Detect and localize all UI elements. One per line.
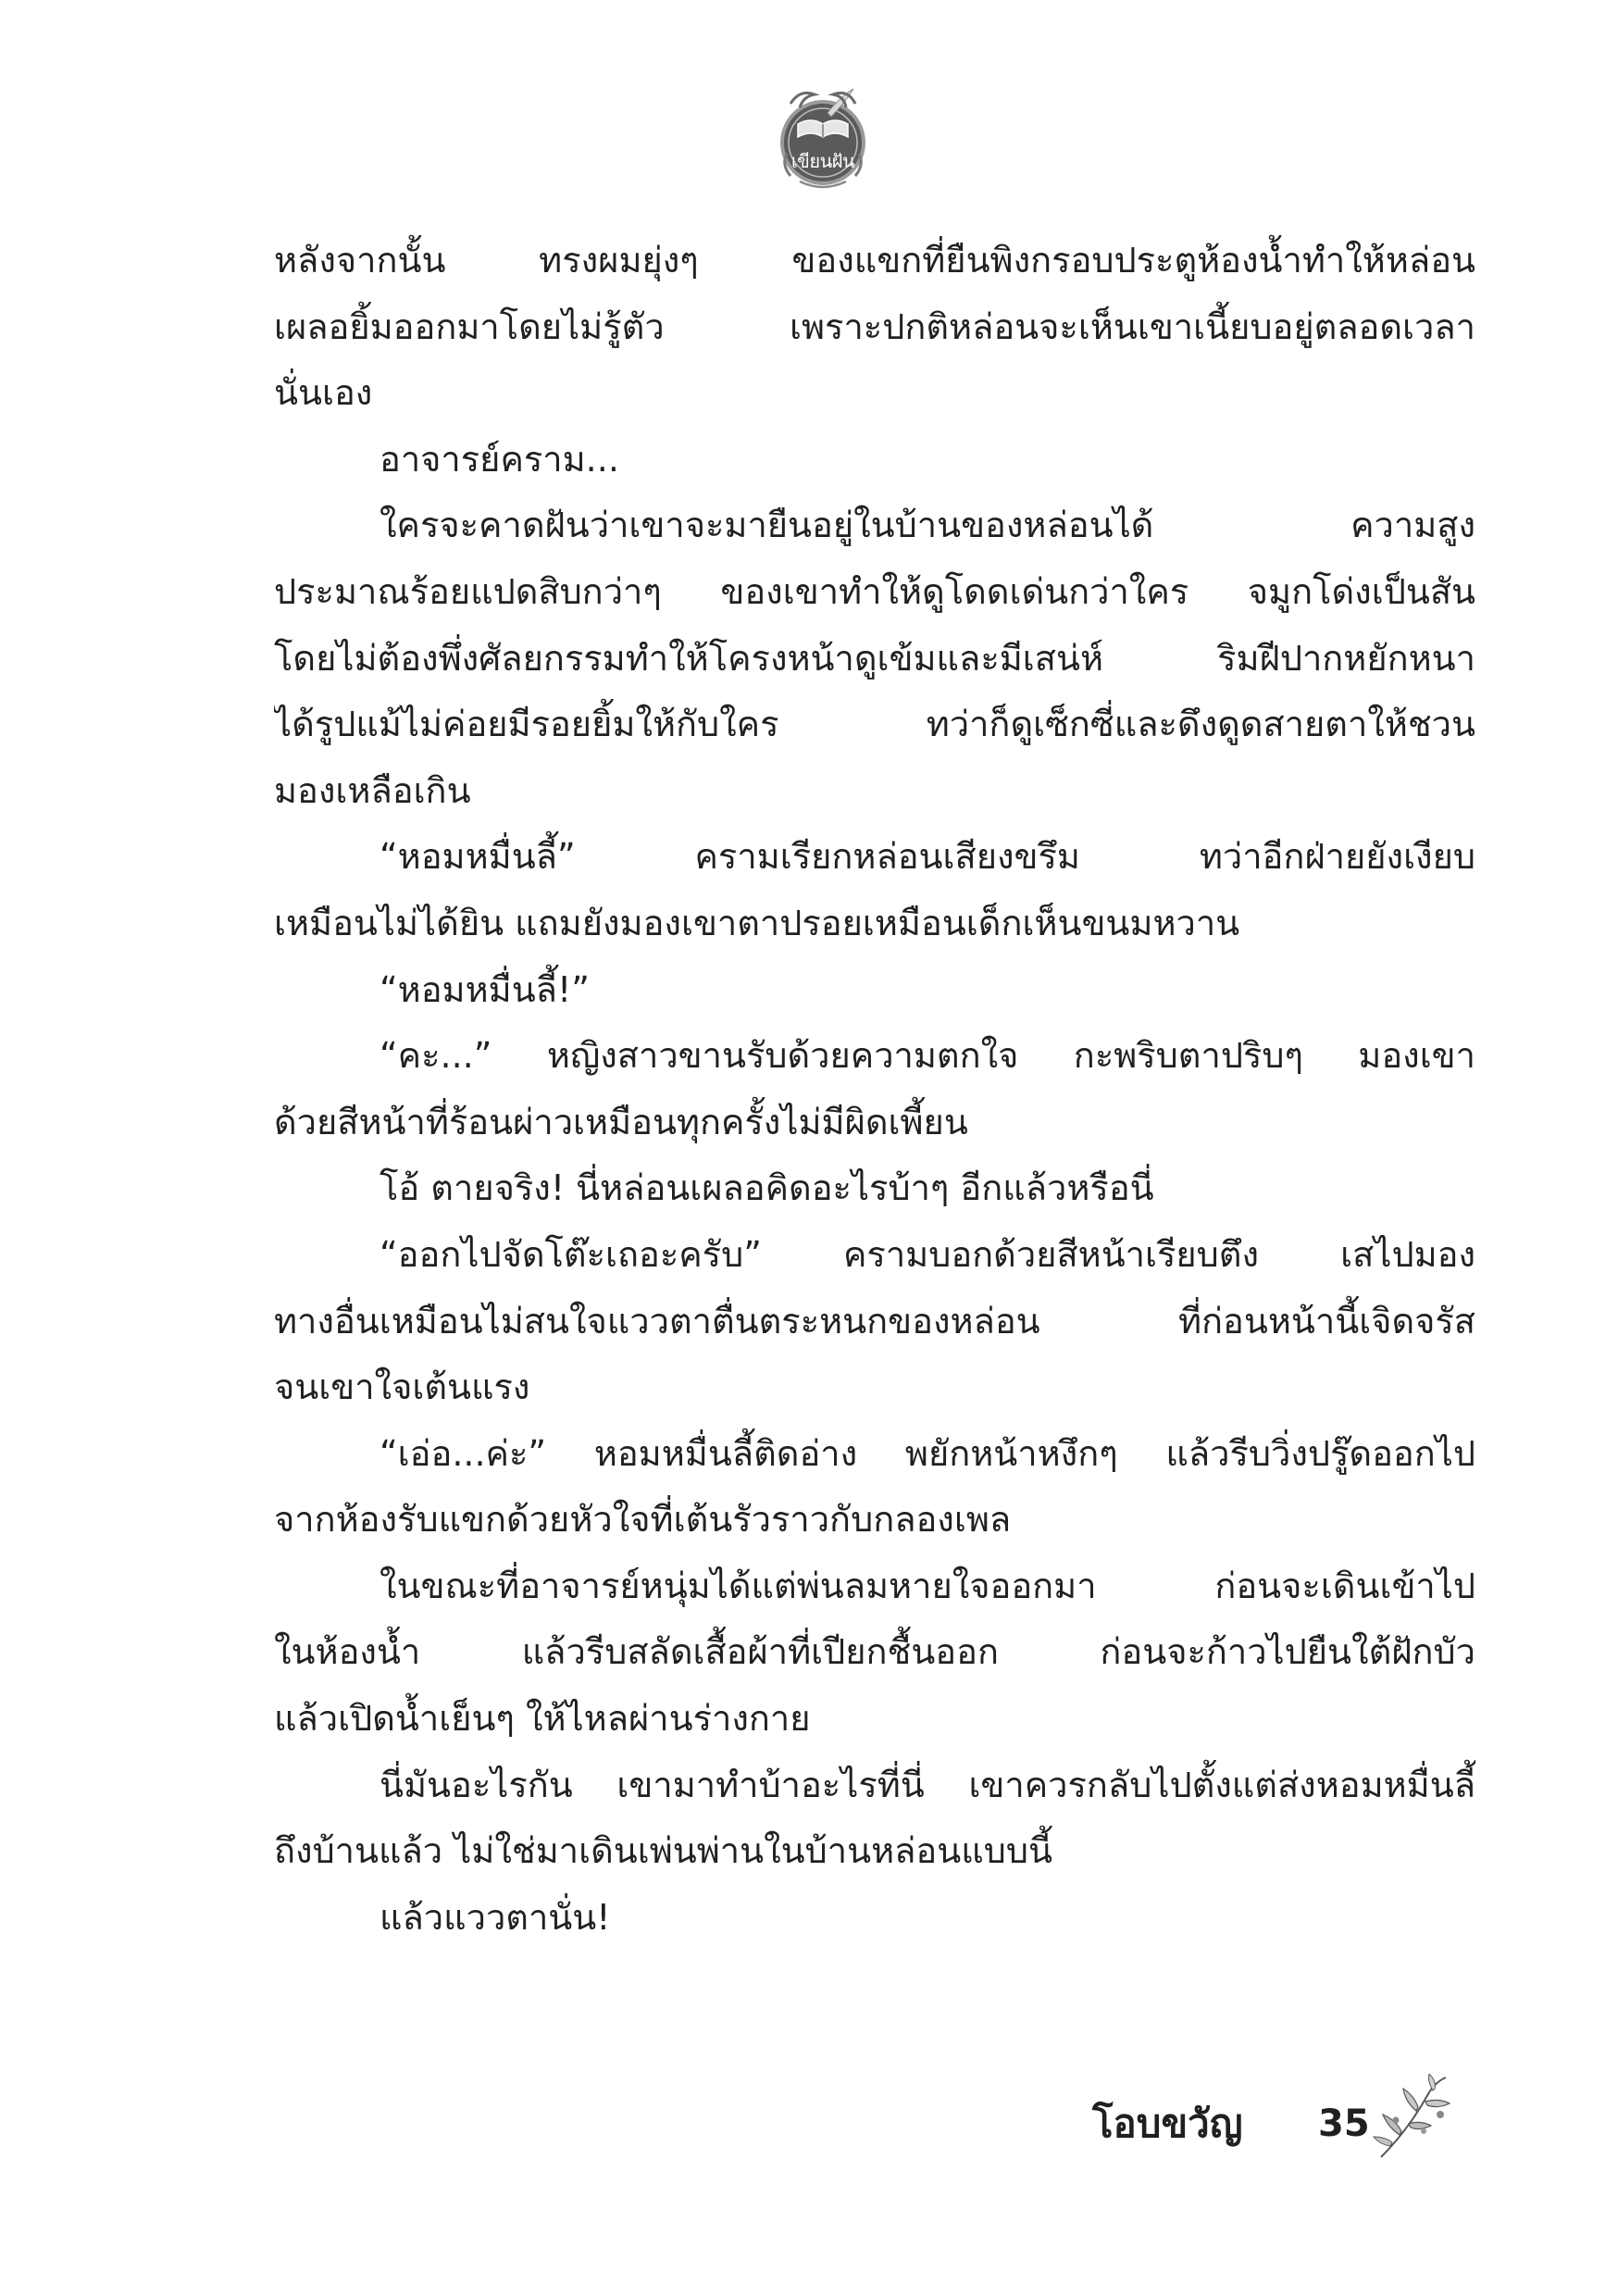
text-line: ในห้องน้ำ แล้วรีบสลัดเสื้อผ้าที่เปียกชื้นออก ก่อนจะก้าวไปยืนใต้ฝักบัว bbox=[274, 1631, 1475, 1673]
text-line: นี่มันอะไรกัน เขามาทำบ้าอะไรที่นี่ เขาควรกลับไปตั้งแต่ส่งหอมหมื่นลี้ bbox=[380, 1764, 1475, 1805]
book-title: โอบขวัญ bbox=[1092, 2101, 1243, 2146]
text-line: ด้วยสีหน้าที่ร้อนผ่าวเหมือนทุกครั้งไม่มีผิดเพี้ยน bbox=[274, 1101, 968, 1142]
text-line: นั่นเอง bbox=[274, 372, 373, 414]
text-line: เหมือนไม่ได้ยิน แถมยังมองเขาตาปรอยเหมือนเด็กเห็นขนมหวาน bbox=[274, 902, 1240, 943]
text-line: มองเหลือเกิน bbox=[274, 769, 471, 811]
text-line: หลังจากนั้น ทรงผมยุ่งๆ ของแขกที่ยืนพิงกรอบประตูห้องน้ำทำให้หล่อน bbox=[274, 240, 1475, 281]
book-quill-emblem-icon bbox=[763, 76, 883, 196]
text-line: ทางอื่นเหมือนไม่สนใจแววตาตื่นตระหนกของหล่อน ที่ก่อนหน้านี้เจิดจรัส bbox=[274, 1300, 1475, 1341]
text-line: จนเขาใจเต้นแรง bbox=[274, 1366, 530, 1408]
text-line: แล้วเปิดน้ำเย็นๆ ให้ไหลผ่านร่างกาย bbox=[274, 1698, 811, 1740]
text-line: โดยไม่ต้องพึ่งศัลยกรรมทำให้โครงหน้าดูเข้มและมีเสน่ห์ ริมฝีปากหยักหนา bbox=[274, 637, 1475, 679]
page-number: 35 bbox=[1318, 2103, 1370, 2145]
text-line: ประมาณร้อยแปดสิบกว่าๆ ของเขาทำให้ดูโดดเด่นกว่าใคร จมูกโด่งเป็นสัน bbox=[274, 570, 1475, 612]
text-line: ถึงบ้านแล้ว ไม่ใช่มาเดินเพ่นพ่านในบ้านหล่อนแบบนี้ bbox=[274, 1830, 1052, 1872]
text-line: “หอมหมื่นลี้” ครามเรียกหล่อนเสียงขรึม ทว่าอีกฝ่ายยังเงียบ bbox=[380, 836, 1475, 878]
text-line: “คะ...” หญิงสาวขานรับด้วยความตกใจ กะพริบตาปริบๆ มองเขา bbox=[380, 1035, 1475, 1077]
logo-text: เขียนฝัน bbox=[790, 150, 855, 172]
text-line: ในขณะที่อาจารย์หนุ่มได้แต่พ่นลมหายใจออกมา ก่อนจะเดินเข้าไป bbox=[380, 1565, 1475, 1606]
text-line: จากห้องรับแขกด้วยหัวใจที่เต้นรัวราวกับกลองเพล bbox=[274, 1499, 1012, 1541]
text-line: ได้รูปแม้ไม่ค่อยมีรอยยิ้มให้กับใคร ทว่าก็ดูเซ็กซี่และดึงดูดสายตาให้ชวน bbox=[274, 704, 1475, 745]
text-line: “ออกไปจัดโต๊ะเถอะครับ” ครามบอกด้วยสีหน้าเรียบตึง เสไปมอง bbox=[380, 1233, 1475, 1275]
body-text bbox=[274, 228, 1475, 1951]
floral-sprig-icon bbox=[1372, 2074, 1455, 2163]
publisher-logo bbox=[763, 76, 883, 196]
text-line: แล้วแววตานั่น! bbox=[380, 1896, 611, 1938]
text-line: “เอ่อ...ค่ะ” หอมหมื่นลี้ติดอ่าง พยักหน้าหงึกๆ แล้วรีบวิ่งปรู๊ดออกไป bbox=[380, 1432, 1475, 1474]
text-line: โอ้ ตายจริง! นี่หล่อนเผลอคิดอะไรบ้าๆ อีกแล้วหรือนี่ bbox=[380, 1167, 1154, 1209]
footer-ornament bbox=[1372, 2074, 1455, 2163]
text-line: ใครจะคาดฝันว่าเขาจะมายืนอยู่ในบ้านของหล่อนได้ ความสูง bbox=[380, 505, 1475, 546]
text-line: อาจารย์คราม... bbox=[380, 438, 619, 480]
text-line: เผลอยิ้มออกมาโดยไม่รู้ตัว เพราะปกติหล่อนจะเห็นเขาเนี้ยบอยู่ตลอดเวลา bbox=[274, 306, 1475, 347]
text-line: “หอมหมื่นลี้!” bbox=[380, 968, 590, 1010]
